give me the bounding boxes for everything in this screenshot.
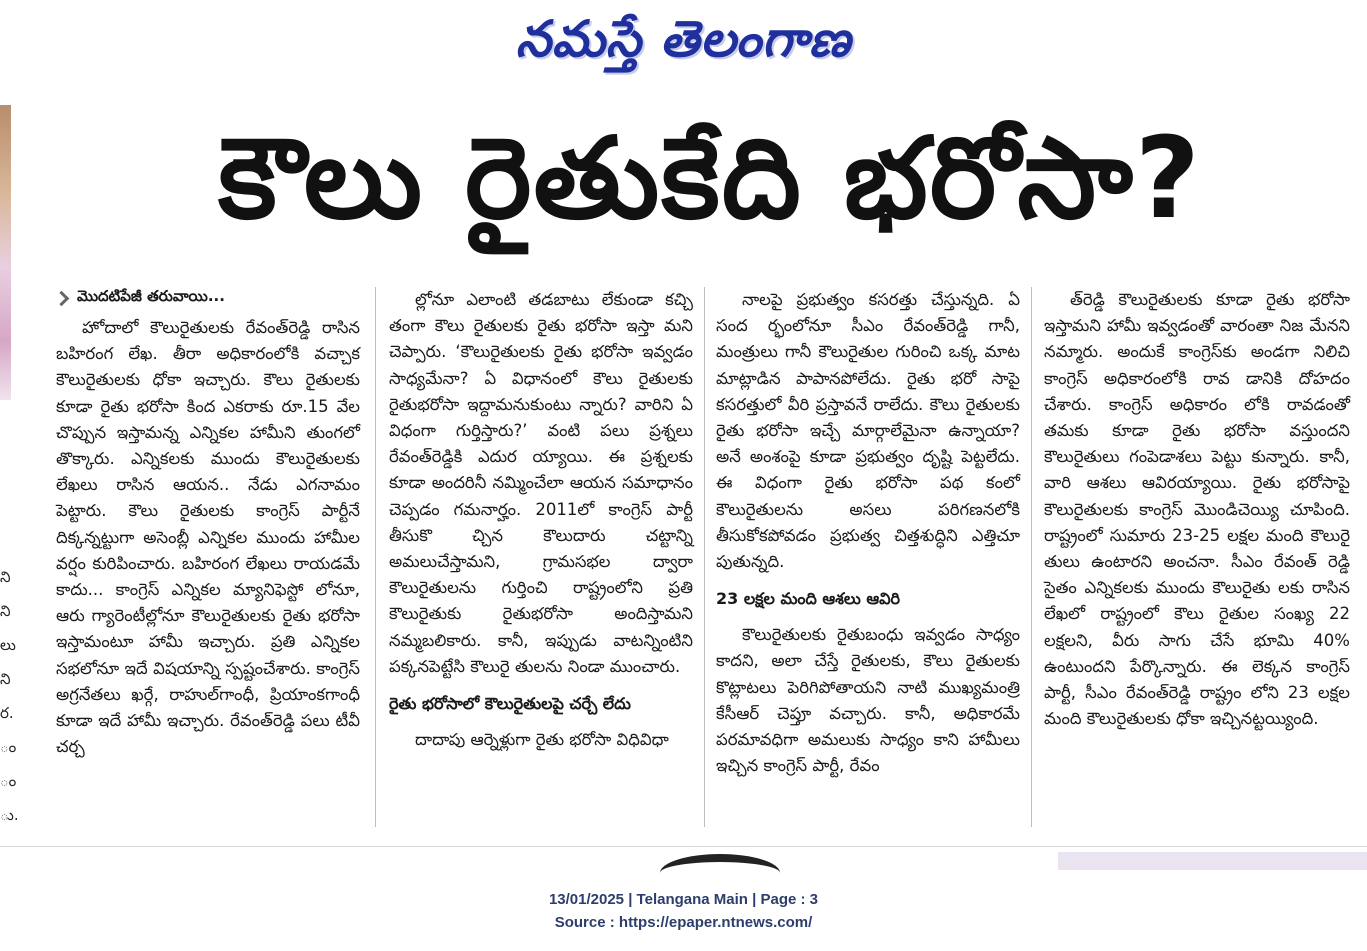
edge-char: ర.	[0, 704, 14, 722]
article-headline: కౌలు రైతుకేది భరోసా?	[218, 114, 1202, 244]
next-headline-fragment	[660, 854, 780, 892]
edge-char: ని	[0, 670, 11, 688]
article-column-3	[716, 287, 1020, 779]
newspaper-masthead: నమస్తే తెలంగాణ	[515, 10, 852, 68]
footer-source[interactable]: Source : https://epaper.ntnews.com/	[554, 914, 813, 931]
chevron-right-icon	[54, 290, 70, 306]
edge-char: ం	[0, 772, 17, 790]
column-paragraph: దాదాపు ఆర్నెళ్లుగా రైతు భరోసా విధివిధా	[415, 730, 669, 750]
edge-char: ం	[0, 738, 17, 756]
next-article-box	[1058, 852, 1367, 870]
section-subheading: 23 లక్షల మంది ఆశలు ఆవిరి	[716, 589, 901, 609]
column-paragraph: కౌలురైతులకు రైతుబంధు ఇవ్వడం సాధ్యం కాదని, అలా చేస్తే రైతులకు, కౌలు రైతులకు కొట్లాటలు పెరిగిపోతాయని నాటి ముఖ్యమంత్రి కేసీఆర్ చెప్తూ వచ్చారు. కానీ, అధికారమే పరమావధిగా అమలుకు సాధ్యం కాని హామీలు ఇచ్చిన కాంగ్రెస్ పార్టీ, రేవం	[716, 625, 1020, 776]
edge-char: ని	[0, 602, 11, 620]
column-divider	[375, 287, 376, 827]
article-column-4	[1044, 287, 1350, 732]
next-article-preview	[0, 846, 1367, 870]
section-subheading: రైతు భరోసాలో కౌలురైతులపై చర్చే లేదు	[389, 694, 631, 714]
edge-char: ు.	[0, 806, 19, 824]
adjacent-photo-strip	[0, 105, 11, 400]
column-divider	[704, 287, 705, 827]
divider	[0, 846, 1367, 847]
column-paragraph: ల్లోనూ ఎలాంటి తడబాటు లేకుండా కచ్చి తంగా కౌలు రైతులకు రైతు భరోసా ఇస్తా మని చెప్పారు. ‘కౌలురైతులకు రైతు భరోసా ఇవ్వడం సాధ్యమేనా? ఏ విధానంలో కౌలు రైతులకు రైతుభరోసా ఇద్దామనుకుంటు న్నారు? వారిని ఏ విధంగా గుర్తిస్తారు?’ వంటి పలు ప్రశ్నలు రేవంత్‌రెడ్డికి ఎదుర య్యాయి. ఈ ప్రశ్నలకు కూడా అందరినీ నమ్మించేలా ఆయన సమాధానం చెప్పడం గమనార్హం. 2011లో కాంగ్రెస్ పార్టీ తీసుకొ చ్చిన కౌలుదారు చట్టాన్ని అమలుచేస్తామని, గ్రామసభల ద్వారా కౌలురైతులను గుర్తించి రాష్ట్రంలోని ప్రతి కౌలురైతుకు రైతుభరోసా అందిస్తామని నమ్మబలికారు. కానీ, ఇప్పుడు వాటన్నింటిని పక్కనపెట్టేసి కౌలురై తులను నిండా ముంచారు.	[389, 290, 693, 676]
edge-char: లు	[0, 636, 16, 654]
edge-char: ని	[0, 568, 11, 586]
column-divider	[1031, 287, 1032, 827]
continued-label: మొదటిపేజీ తరువాయి...	[77, 287, 225, 305]
article-column-1	[56, 287, 360, 760]
article-column-2	[389, 287, 693, 753]
footer-date-page: 13/01/2025 | Telangana Main | Page : 3	[548, 891, 819, 908]
column-paragraph: నాలపై ప్రభుత్వం కసరత్తు చేస్తున్నది. ఏ సంద ర్భంలోనూ సీఎం రేవంత్‌రెడ్డి గానీ, మంత్రులు గానీ కౌలురైతుల గురించి ఒక్క మాట మాట్లాడిన పాపానపోలేదు. రైతు భరో సాపై కసరత్తులో వీరి ప్రస్తావనే రాలేదు. కౌలు రైతులకు రైతు భరోసా ఇచ్చే మార్గాలేమైనా ఉన్నాయా? అనే అంశంపై కూడా ప్రభుత్వం దృష్టి పెట్టలేదు. ఈ విధంగా రైతు భరోసా పథ కంలో కౌలురైతులను అసలు పరిగణనలోకి తీసుకోకపోవడం ప్రభుత్వ చిత్తశుద్ధిని ఎత్తిచూ పుతున్నది.	[716, 290, 1020, 572]
continued-from-front-page	[56, 287, 360, 309]
column-paragraph: త్‌రెడ్డి కౌలురైతులకు కూడా రైతు భరోసా ఇస్తామని హామీ ఇవ్వడంతో వారంతా నిజ మేనని నమ్మారు. అందుకే కాంగ్రెస్‌కు అండగా నిలిచి కాంగ్రెస్ అధికారంలోకి రావ డానికి దోహదం చేశారు. కాంగ్రెస్ అధికారం లోకి రావడంతో తమకు కూడా రైతు భరోసా వస్తుందని కౌలురైతులు గంపెడాశలు పెట్టు కున్నారు. కానీ, వారి ఆశలు ఆవిరయ్యాయి. రైతు భరోసాపై కౌలురైతులకు కాంగ్రెస్ మొండిచెయ్యి చూపింది. రాష్ట్రంలో సుమారు 23-25 లక్షల మంది కౌలురై తులు ఉంటారని అంచనా. సీఎం రేవంత్ రెడ్డి సైతం ఎన్నికలకు ముందు కౌలురైతు లకు రాసిన లేఖలో రాష్ట్రంలో కౌలు రైతుల సంఖ్య 22 లక్షలని, వీరు సాగు చేసే భూమి 40% ఉంటుందని పేర్కొన్నారు. ఈ లెక్కన కాంగ్రెస్ పార్టీ, సీఎం రేవంత్‌రెడ్డి రాష్ట్రం లోని 23 లక్షల మంది కౌలురైతులకు ధోకా ఇచ్చినట్టయ్యింది.	[1044, 290, 1350, 729]
column-paragraph: హోదాలో కౌలురైతులకు రేవంత్‌రెడ్డి రాసిన బహిరంగ లేఖ. తీరా అధికారంలోకి వచ్చాక కౌలురైతులకు ధోకా ఇచ్చారు. కౌలు రైతులకు కూడా రైతు భరోసా కింద ఎకరాకు రూ.15 వేల చొప్పున ఇస్తామన్న ఎన్నికల హామీని తుంగలో తొక్కారు. ఎన్నికలకు ముందు కౌలురైతులకు లేఖలు రాసిన ఆయన.. నేడు ఎగనామం పెట్టారు. కౌలు రైతులకు కాంగ్రెస్ పార్టీనే దిక్కన్నట్టుగా అసెంబ్లీ ఎన్నికల ముందు హామీల వర్షం కురిపించారు. బహిరంగ లేఖలు రాయడమే కాదు... కాంగ్రెస్ ఎన్నికల మ్యానిఫెస్టో లోనూ, ఆరు గ్యారెంటీల్లోనూ కౌలురైతులకు రైతు భరోసా ఇస్తామంటూ హామీ ఇచ్చారు. ప్రతి ఎన్నికల సభలోనూ ఇదే విషయాన్ని స్పష్టంచేశారు. కాంగ్రెస్ అగ్రనేతలు ఖర్గే, రాహుల్‌గాంధీ, ప్రియాంకగాంధీ కూడా ఇదే హామీ ఇచ్చారు. రేవంత్‌రెడ్డి పలు టీవీ చర్చ	[56, 318, 360, 757]
epaper-footer	[0, 888, 1367, 934]
adjacent-article-edge	[0, 560, 19, 832]
